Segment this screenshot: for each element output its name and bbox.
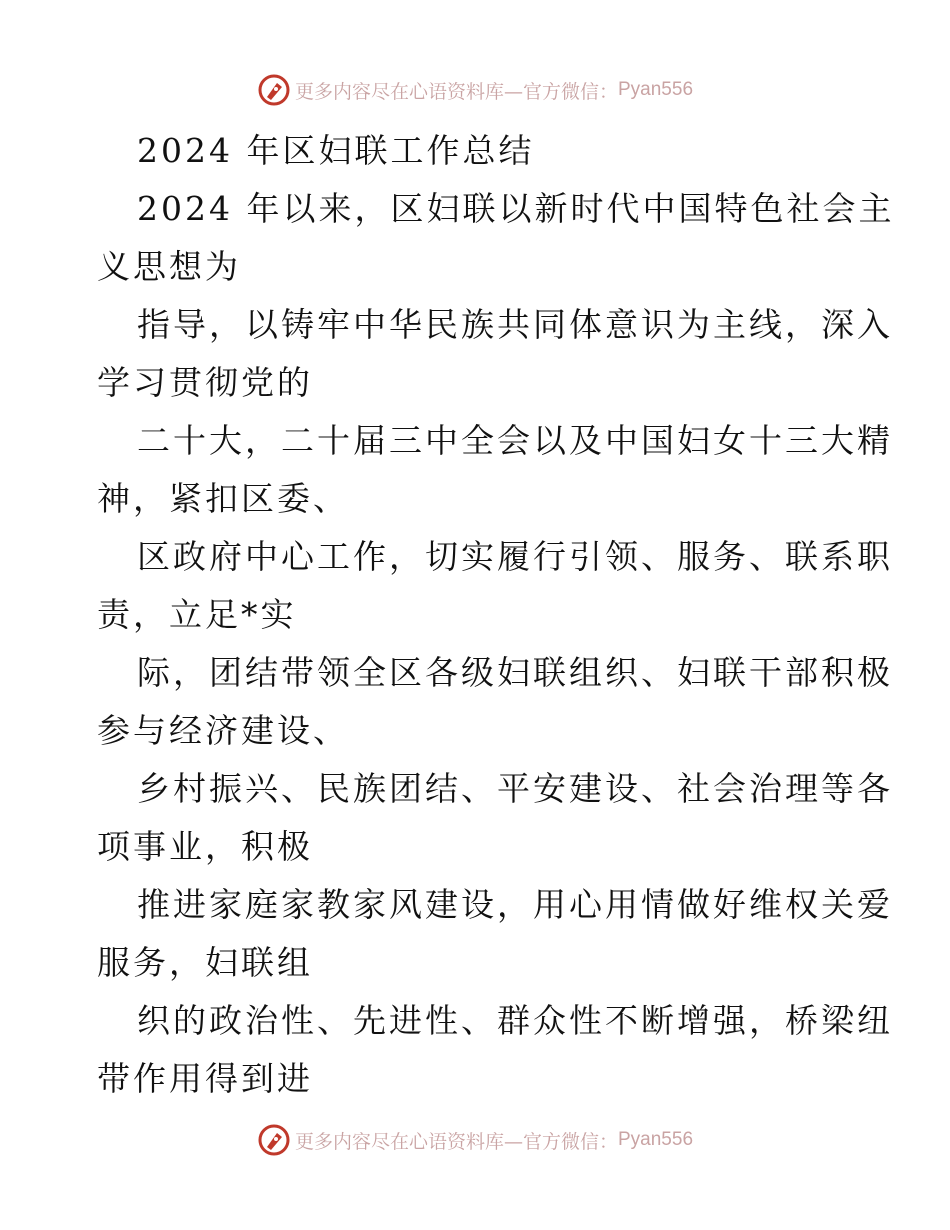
text-line: 义思想为 <box>97 247 241 286</box>
watermark-id: Pyan556 <box>618 79 694 100</box>
document-title: 2024 年区妇联工作总结 <box>137 131 535 170</box>
text-line: 乡村振兴、民族团结、平安建设、社会治理等各 <box>137 769 893 808</box>
text-line: 际，团结带领全区各级妇联组织、妇联干部积极 <box>137 653 893 692</box>
pen-nib-logo-icon <box>257 73 291 107</box>
text-line: 参与经济建设、 <box>97 711 349 750</box>
text-line: 2024 年以来，区妇联以新时代中国特色社会主 <box>137 189 895 228</box>
watermark-id: Pyan556 <box>618 1129 694 1150</box>
document-body <box>97 122 895 1108</box>
text-line: 指导，以铸牢中华民族共同体意识为主线，深入 <box>137 305 893 344</box>
text-line: 责，立足*实 <box>97 595 297 634</box>
text-line: 区政府中心工作，切实履行引领、服务、联系职 <box>137 537 893 576</box>
pen-nib-logo-icon <box>257 1123 291 1157</box>
text-line: 织的政治性、先进性、群众性不断增强，桥梁纽 <box>137 1001 893 1040</box>
text-line: 推进家庭家教家风建设，用心用情做好维权关爱 <box>137 885 893 924</box>
text-line: 神，紧扣区委、 <box>97 479 349 518</box>
watermark-text: 更多内容尽在心语资料库—官方微信： <box>294 80 618 103</box>
text-line: 学习贯彻党的 <box>97 363 313 402</box>
text-line: 服务，妇联组 <box>97 943 313 982</box>
footer-watermark <box>0 1120 950 1160</box>
header-watermark <box>0 70 950 110</box>
text-line: 二十大，二十届三中全会以及中国妇女十三大精 <box>137 421 893 460</box>
watermark-text: 更多内容尽在心语资料库—官方微信： <box>294 1130 618 1153</box>
text-line: 带作用得到进 <box>97 1059 313 1098</box>
text-line: 项事业，积极 <box>97 827 313 866</box>
